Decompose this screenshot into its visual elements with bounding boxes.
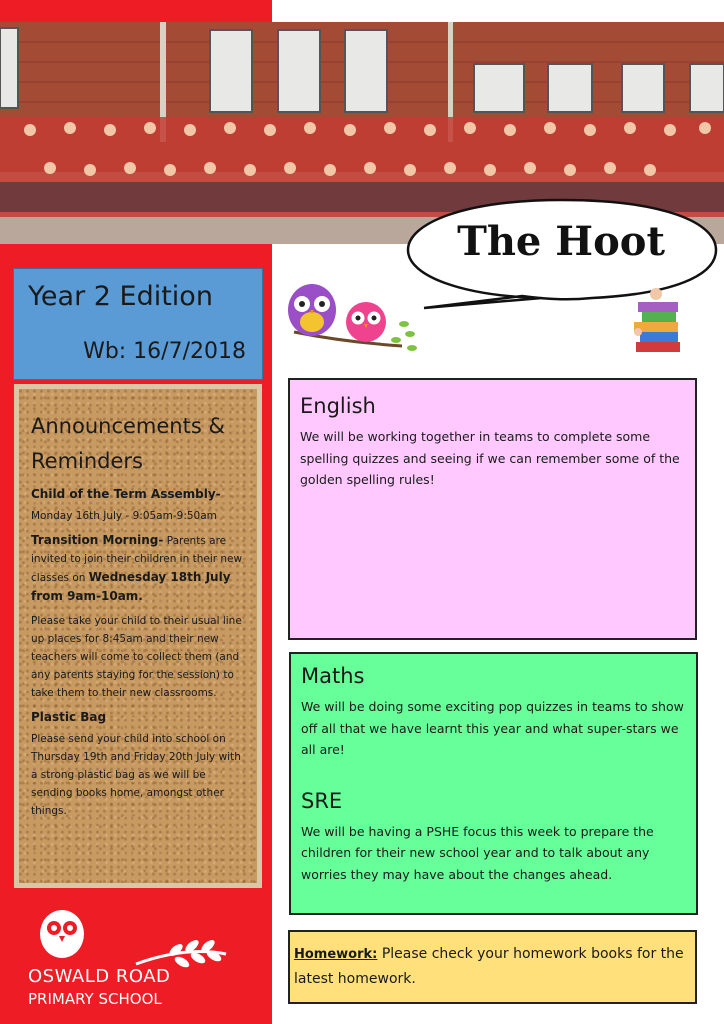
- homework-panel: [288, 930, 697, 1004]
- homework-text: Please check your homework books for the latest homework.: [294, 946, 684, 987]
- transition-heading: Transition Morning-: [31, 533, 164, 547]
- owls-on-branch-illustration: [284, 276, 424, 366]
- stacked-books-illustration: [630, 282, 686, 360]
- edition-title: Year 2 Edition: [28, 281, 213, 312]
- english-heading: English: [300, 394, 376, 418]
- english-text: We will be working together in teams to complete some spelling quizzes and seeing if we can remember some of the golden spelling rules!: [300, 429, 680, 487]
- transition-date: Wednesday 18th July from 9am-10am.: [31, 570, 231, 603]
- plastic-bag-text: Please send your child into school on Thursday 19th and Friday 20th July with a strong plastic bag as we will be sending books home, amongst other things.: [31, 733, 241, 817]
- maths-panel: [289, 652, 698, 915]
- school-name-line1: OSWALD ROAD: [28, 966, 171, 987]
- edition-week: Wb: 16/7/2018: [83, 339, 246, 364]
- transition-paragraph: [31, 531, 245, 606]
- child-of-term-heading: Child of the Term Assembly-: [31, 487, 221, 501]
- maths-heading: Maths: [301, 664, 365, 688]
- homework-label: Homework:: [294, 947, 378, 962]
- sre-text: We will be having a PSHE focus this week to prepare the children for their new school year and to talk about any worries they may have about the changes ahead.: [301, 823, 654, 882]
- english-panel: [288, 378, 697, 640]
- announcements-board: [14, 384, 262, 888]
- plastic-bag-heading: Plastic Bag: [31, 710, 107, 724]
- school-name-line2: PRIMARY SCHOOL: [28, 990, 162, 1008]
- sre-heading: SRE: [301, 788, 343, 813]
- lineup-paragraph: Please take your child to their usual line up places for 8:45am and their new teachers will come to collect them (and any parents staying for the session) to take them to their new classrooms.: [31, 615, 242, 699]
- newsletter-title: The Hoot: [457, 218, 665, 265]
- child-of-term-time: Monday 16th July - 9:05am-9:50am: [31, 510, 217, 522]
- maths-text: We will be doing some exciting pop quizzes in teams to show off all that we have learnt this year and what super-stars we all are!: [301, 699, 684, 757]
- transition-text: Parents are invited to join their children in their new classes on: [31, 535, 243, 584]
- announcements-title: Announcements & Reminders: [31, 414, 225, 473]
- edition-box: [13, 268, 263, 380]
